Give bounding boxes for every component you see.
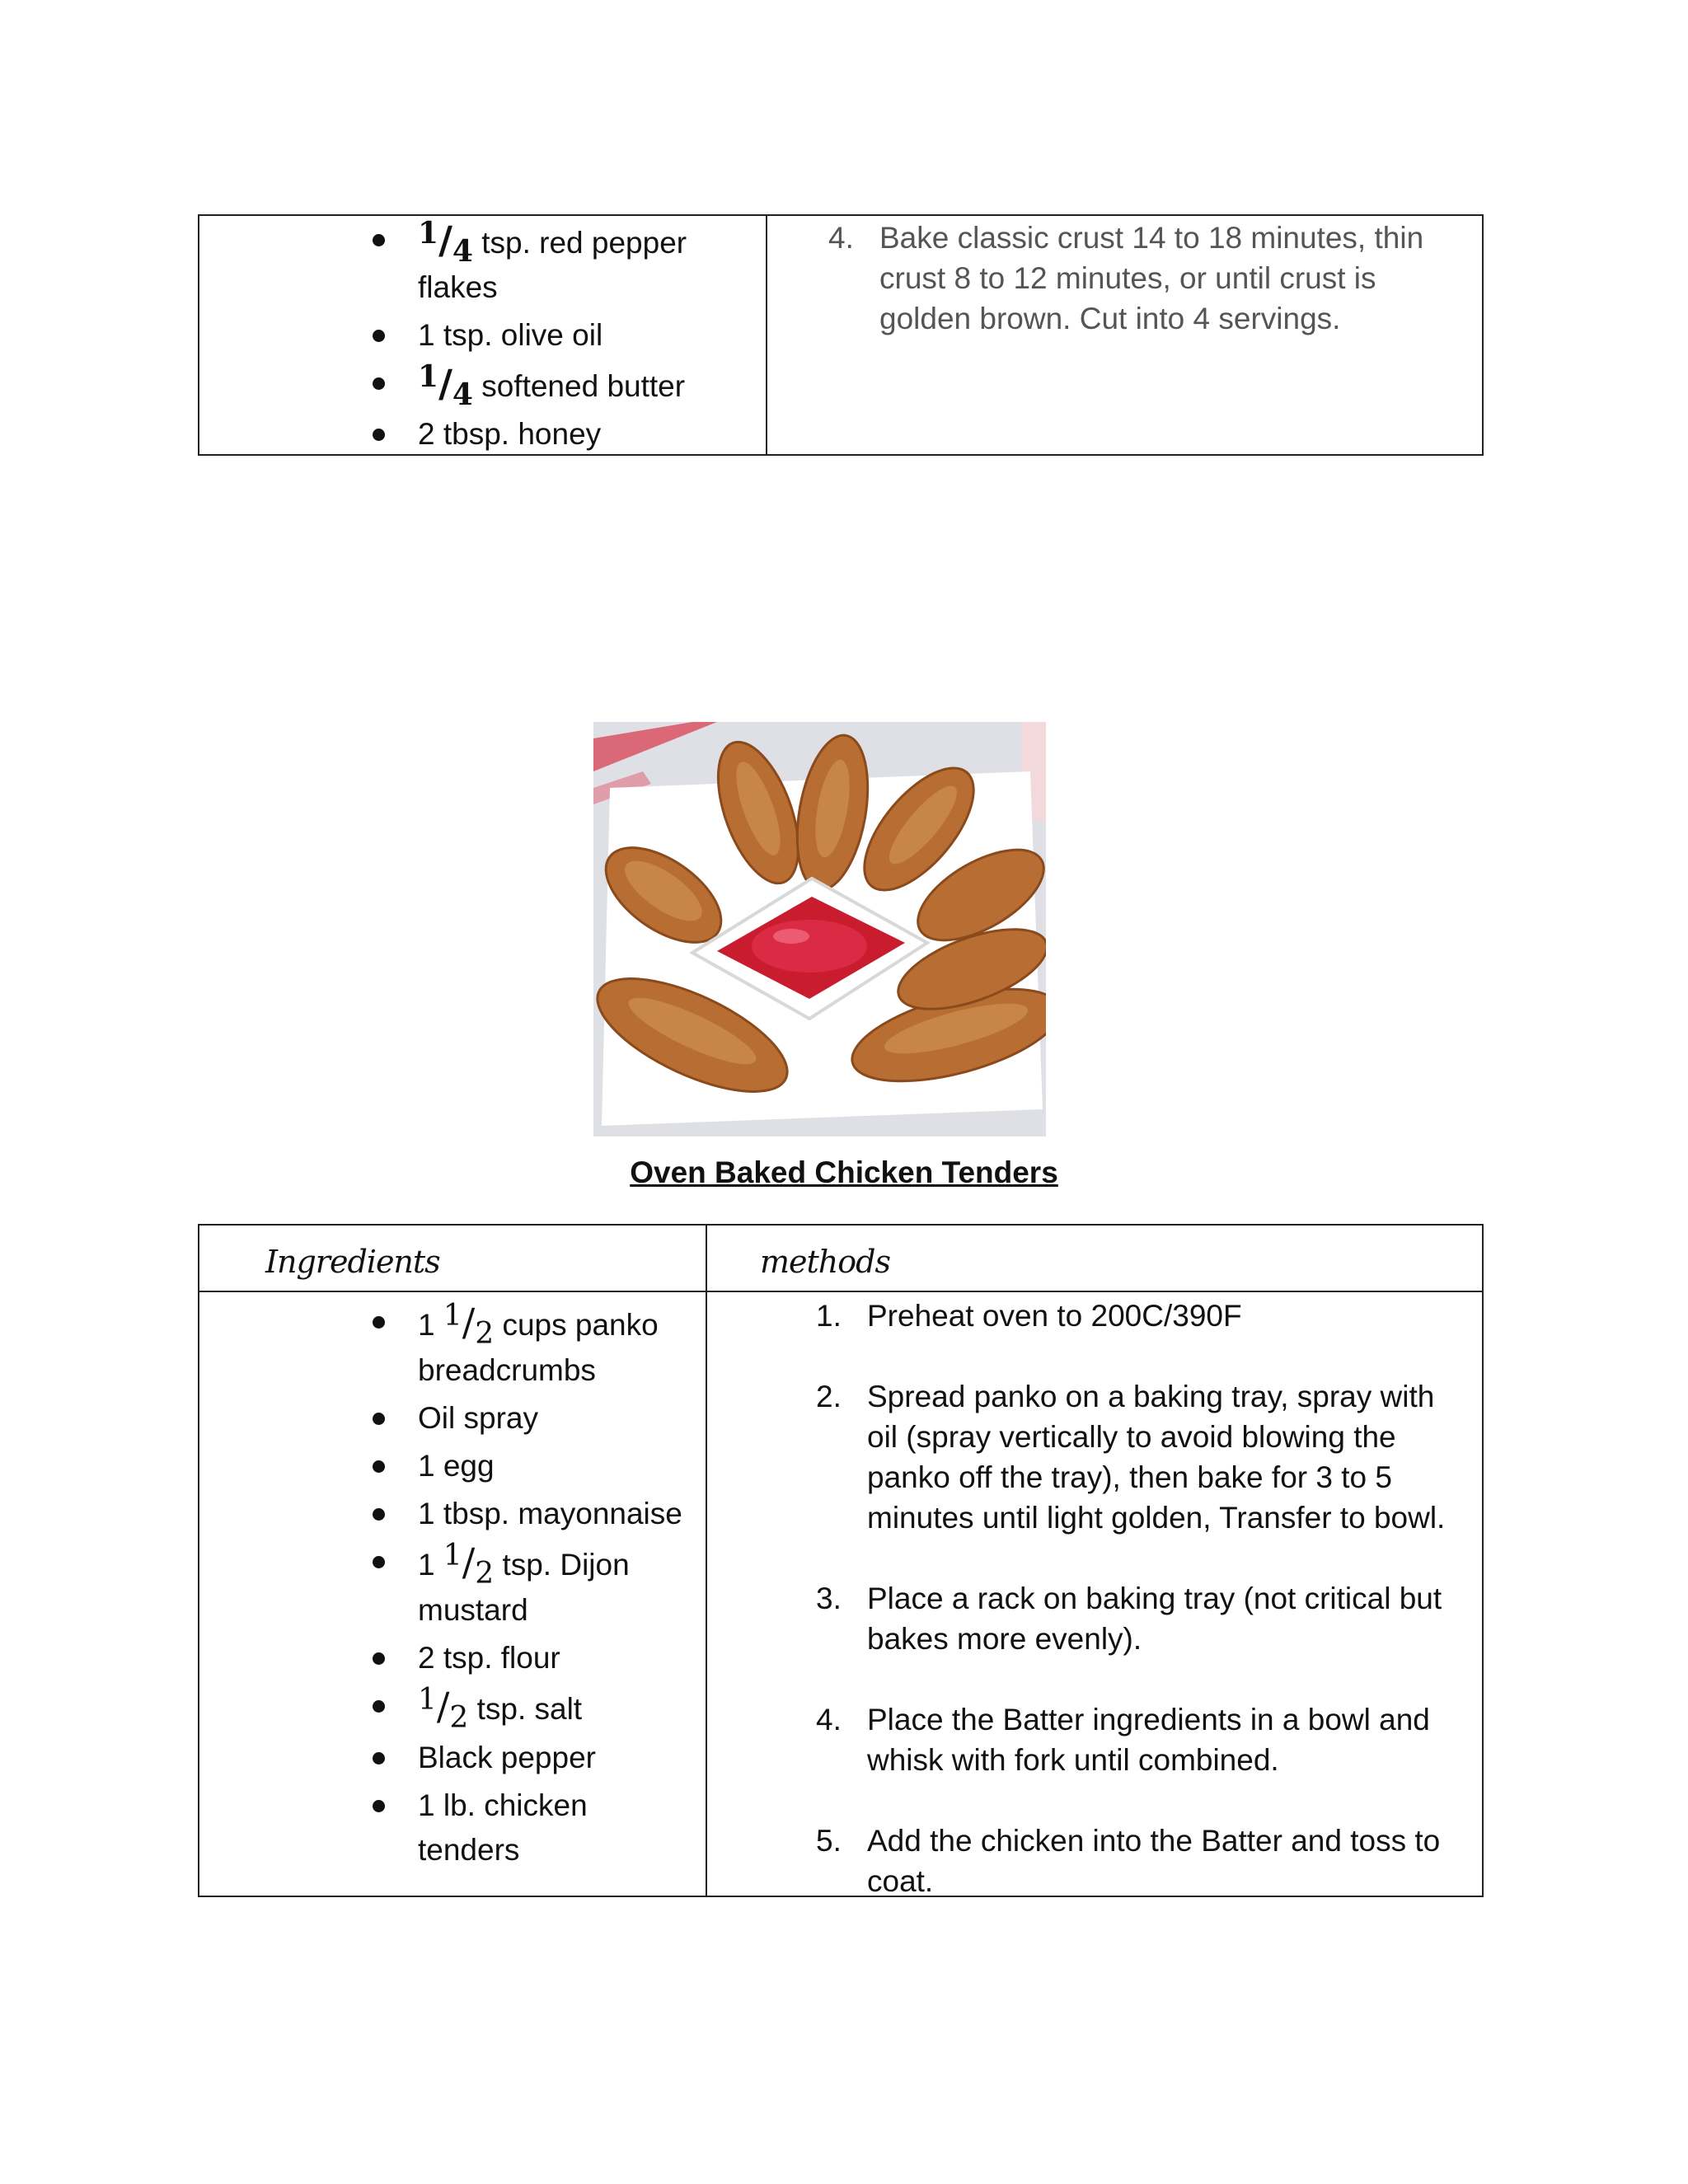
step-item: 4. Bake classic crust 14 to 18 minutes, thin crust 8 to 12 minutes, or until crust is golden brown. Cut into 4 servings. xyxy=(828,221,1424,335)
ingredients-list xyxy=(418,1300,682,1876)
ingredients-list-continued xyxy=(418,218,687,460)
list-item: 1/2 tsp. salt xyxy=(418,1684,682,1732)
methods-list xyxy=(816,1296,1461,1901)
list-item: 1 tbsp. mayonnaise xyxy=(418,1492,682,1536)
fraction: 1/4 xyxy=(418,216,473,269)
chicken-tenders-photo xyxy=(593,722,1046,1137)
list-item: 1/4 softened butter xyxy=(418,361,687,409)
fraction: 1/2 xyxy=(443,1539,495,1591)
list-item: 1 1/2 cups panko breadcrumbs xyxy=(418,1300,682,1393)
list-item: Oil spray xyxy=(418,1396,682,1441)
methods-header: methods xyxy=(760,1244,890,1280)
fraction: 1/4 xyxy=(418,359,473,412)
list-item: 1 tsp. olive oil xyxy=(418,313,687,358)
methods-list-continued xyxy=(828,218,1440,339)
list-item: 1 1/2 tsp. Dijon mustard xyxy=(418,1540,682,1633)
step-item: 4. Place the Batter ingredients in a bowl and whisk with fork until combined. xyxy=(816,1703,1430,1777)
list-item: 1 egg xyxy=(418,1444,682,1488)
fraction: 1/2 xyxy=(443,1299,495,1351)
recipe-table xyxy=(198,1224,1484,1897)
list-item: 1/4 tsp. red pepper flakes xyxy=(418,218,687,310)
step-item: 1. Preheat oven to 200C/390F xyxy=(816,1299,1242,1333)
list-item: 1 lb. chicken tenders xyxy=(418,1783,682,1872)
list-item: 2 tsp. flour xyxy=(418,1636,682,1680)
list-item: Black pepper xyxy=(418,1736,682,1780)
step-item: 5. Add the chicken into the Batter and toss to coat. xyxy=(816,1824,1441,1898)
recipe-title: Oven Baked Chicken Tenders xyxy=(630,1155,1058,1189)
column-divider xyxy=(766,216,767,454)
ingredients-header: Ingredients xyxy=(265,1244,440,1280)
step-item: 2. Spread panko on a baking tray, spray with oil (spray vertically to avoid blowing the panko off the tray), then bake for 3 to 5 minutes until light golden, Transfer to bowl. xyxy=(816,1380,1446,1535)
header-divider xyxy=(199,1291,1482,1292)
fraction: 1/2 xyxy=(418,1683,469,1735)
top-recipe-table xyxy=(198,214,1484,456)
list-item: 2 tbsp. honey xyxy=(418,412,687,457)
step-item: 3. Place a rack on baking tray (not critical but bakes more evenly). xyxy=(816,1582,1442,1656)
column-divider xyxy=(706,1226,707,1896)
